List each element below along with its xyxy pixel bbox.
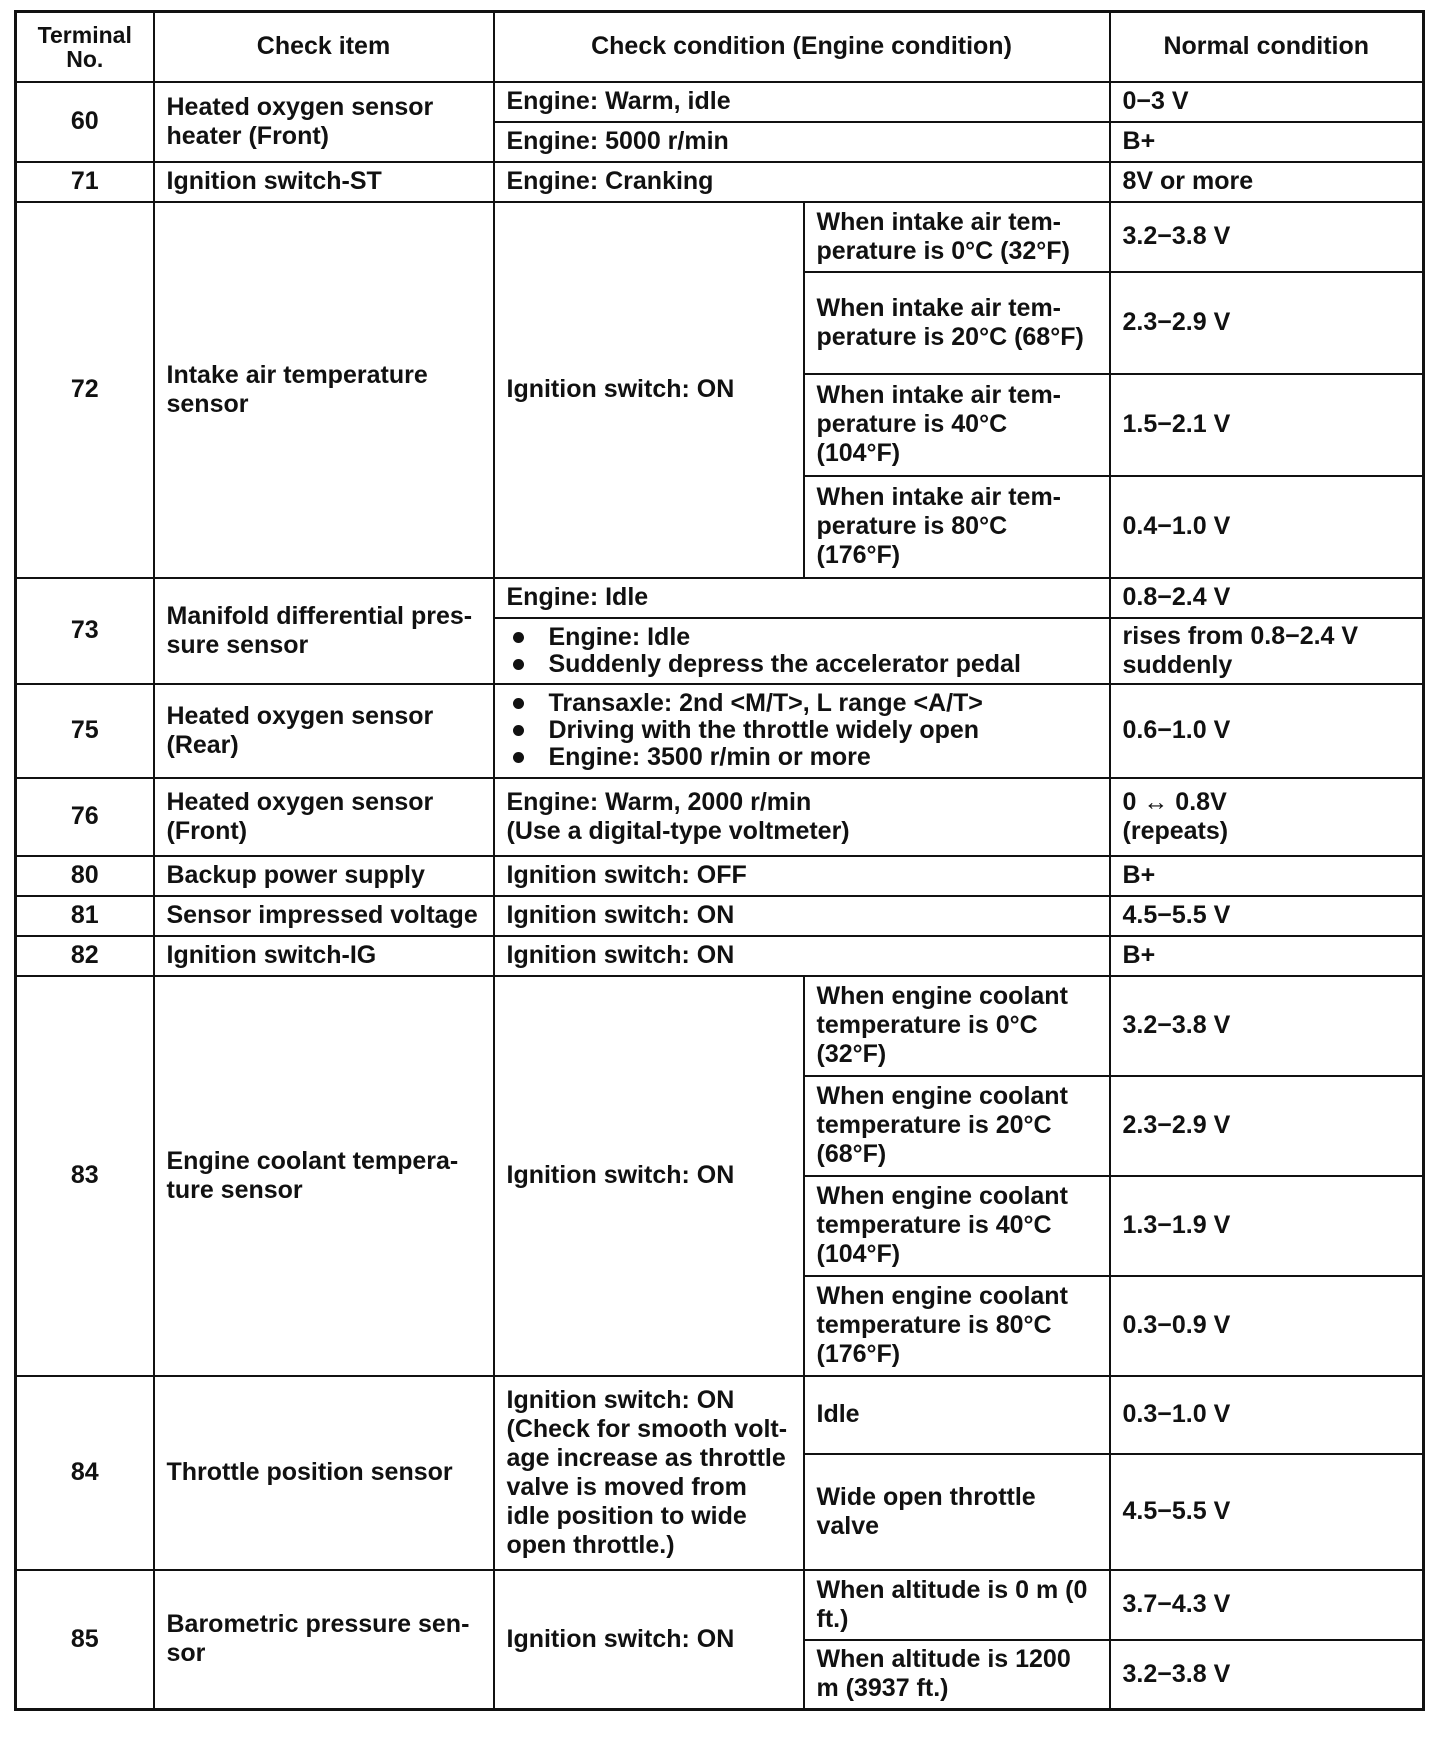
check-item: Ignition switch-IG: [154, 936, 494, 976]
normal-condition: 8V or more: [1110, 162, 1424, 202]
normal-condition: 2.3−2.9 V: [1110, 272, 1424, 374]
header-row: [16, 12, 1424, 82]
normal-condition: 4.5−5.5 V: [1110, 896, 1424, 936]
terminal-no: 85: [16, 1570, 154, 1710]
bullet-item: Engine: 3500 r/min or more: [507, 744, 1097, 771]
sub-condition: When engine coolant temperature is 0°C (32°F): [804, 976, 1110, 1076]
check-item: Heated oxygen sensor heater (Front): [154, 82, 494, 162]
terminal-no: 71: [16, 162, 154, 202]
normal-condition: rises from 0.8−2.4 V suddenly: [1110, 618, 1424, 684]
normal-condition: 3.2−3.8 V: [1110, 976, 1424, 1076]
normal-condition: B+: [1110, 936, 1424, 976]
check-condition: Ignition switch: ON: [494, 936, 1110, 976]
check-item: Backup power supply: [154, 856, 494, 896]
table-row: [16, 1376, 1424, 1454]
sub-condition: When engine coolant temperature is 20°C (68°F): [804, 1076, 1110, 1176]
table-row: [16, 976, 1424, 1076]
header-check-item: Check item: [154, 12, 494, 82]
normal-condition: [1110, 778, 1424, 856]
terminal-no: 84: [16, 1376, 154, 1570]
sub-condition: Wide open throttle valve: [804, 1454, 1110, 1570]
condition-line: (Use a digital-type voltmeter): [506, 816, 850, 845]
check-item: Heated oxygen sensor (Front): [154, 778, 494, 856]
terminal-no: 81: [16, 896, 154, 936]
check-item: Heated oxygen sensor (Rear): [154, 684, 494, 778]
check-condition: Ignition switch: ON: [494, 896, 1110, 936]
terminal-no: 83: [16, 976, 154, 1376]
terminal-no: 80: [16, 856, 154, 896]
sub-condition: When intake air tem- perature is 40°C (104°F): [804, 374, 1110, 476]
sub-condition: Idle: [804, 1376, 1110, 1454]
table-row: [16, 1570, 1424, 1640]
sub-condition: When intake air tem- perature is 80°C (176°F): [804, 476, 1110, 578]
normal-condition: 3.7−4.3 V: [1110, 1570, 1424, 1640]
table-row: [16, 936, 1424, 976]
normal-condition: B+: [1110, 122, 1424, 162]
header-normal-condition: Normal condition: [1110, 12, 1424, 82]
check-condition: Engine: Warm, idle: [494, 82, 1110, 122]
check-condition: Ignition switch: ON: [494, 976, 804, 1376]
check-item: Sensor impressed voltage: [154, 896, 494, 936]
normal-condition: 0−3 V: [1110, 82, 1424, 122]
terminal-no: 73: [16, 578, 154, 684]
terminal-no: 76: [16, 778, 154, 856]
table-row: [16, 684, 1424, 778]
terminal-no: 82: [16, 936, 154, 976]
normal-condition: 0.6−1.0 V: [1110, 684, 1424, 778]
sub-condition: When intake air tem- perature is 0°C (32°F): [804, 202, 1110, 272]
normal-condition: B+: [1110, 856, 1424, 896]
check-item: Barometric pressure sen- sor: [154, 1570, 494, 1710]
check-item: Intake air temperature sensor: [154, 202, 494, 578]
check-condition: Ignition switch: ON: [494, 1570, 804, 1710]
table-row: [16, 856, 1424, 896]
check-condition: [494, 778, 1110, 856]
terminal-check-table: [14, 10, 1425, 1711]
check-condition: Engine: Idle: [494, 578, 1110, 618]
header-check-condition: Check condition (Engine condition): [494, 12, 1110, 82]
bullet-item: Transaxle: 2nd <M/T>, L range <A/T>: [507, 690, 1097, 717]
sub-condition: When altitude is 0 m (0 ft.): [804, 1570, 1110, 1640]
header-terminal-no: Terminal No.: [16, 12, 154, 82]
table-row: [16, 162, 1424, 202]
check-item: Throttle position sensor: [154, 1376, 494, 1570]
normal-condition: 1.5−2.1 V: [1110, 374, 1424, 476]
normal-condition: 2.3−2.9 V: [1110, 1076, 1424, 1176]
terminal-no: 72: [16, 202, 154, 578]
check-condition: Engine: 5000 r/min: [494, 122, 1110, 162]
normal-condition: 0.8−2.4 V: [1110, 578, 1424, 618]
sub-condition: When intake air tem- perature is 20°C (68°F): [804, 272, 1110, 374]
bullet-item: Driving with the throttle widely open: [507, 717, 1097, 744]
table-row: [16, 578, 1424, 618]
condition-line: Engine: Warm, 2000 r/min: [506, 787, 812, 816]
sub-condition: When engine coolant temperature is 80°C (176°F): [804, 1276, 1110, 1376]
normal-condition: 0.3−1.0 V: [1110, 1376, 1424, 1454]
check-condition-bullets: [494, 618, 1110, 684]
check-item: Ignition switch-ST: [154, 162, 494, 202]
sub-condition: When engine coolant temperature is 40°C (104°F): [804, 1176, 1110, 1276]
check-condition: Engine: Cranking: [494, 162, 1110, 202]
check-condition: Ignition switch: ON: [494, 202, 804, 578]
normal-condition: 1.3−1.9 V: [1110, 1176, 1424, 1276]
normal-line: 0 ↔ 0.8V: [1122, 787, 1227, 816]
normal-condition: 3.2−3.8 V: [1110, 202, 1424, 272]
bullet-item: Engine: Idle: [507, 624, 1097, 651]
check-condition: Ignition switch: OFF: [494, 856, 1110, 896]
check-item: Manifold differential pres- sure sensor: [154, 578, 494, 684]
normal-condition: 4.5−5.5 V: [1110, 1454, 1424, 1570]
terminal-no: 75: [16, 684, 154, 778]
table-row: [16, 896, 1424, 936]
check-item: Engine coolant tempera- ture sensor: [154, 976, 494, 1376]
normal-condition: 0.4−1.0 V: [1110, 476, 1424, 578]
bullet-item: Suddenly depress the accelerator pedal: [507, 651, 1097, 678]
table-row: [16, 202, 1424, 272]
sub-condition: When altitude is 1200 m (3937 ft.): [804, 1640, 1110, 1710]
table-row: [16, 82, 1424, 122]
normal-condition: 3.2−3.8 V: [1110, 1640, 1424, 1710]
normal-condition: 0.3−0.9 V: [1110, 1276, 1424, 1376]
check-condition: Ignition switch: ON (Check for smooth volt- age increase as throttle valve is moved from idle position to wide open throttle.): [494, 1376, 804, 1570]
check-condition-bullets: [494, 684, 1110, 778]
table-row: [16, 778, 1424, 856]
terminal-no: 60: [16, 82, 154, 162]
normal-line: (repeats): [1122, 816, 1229, 845]
